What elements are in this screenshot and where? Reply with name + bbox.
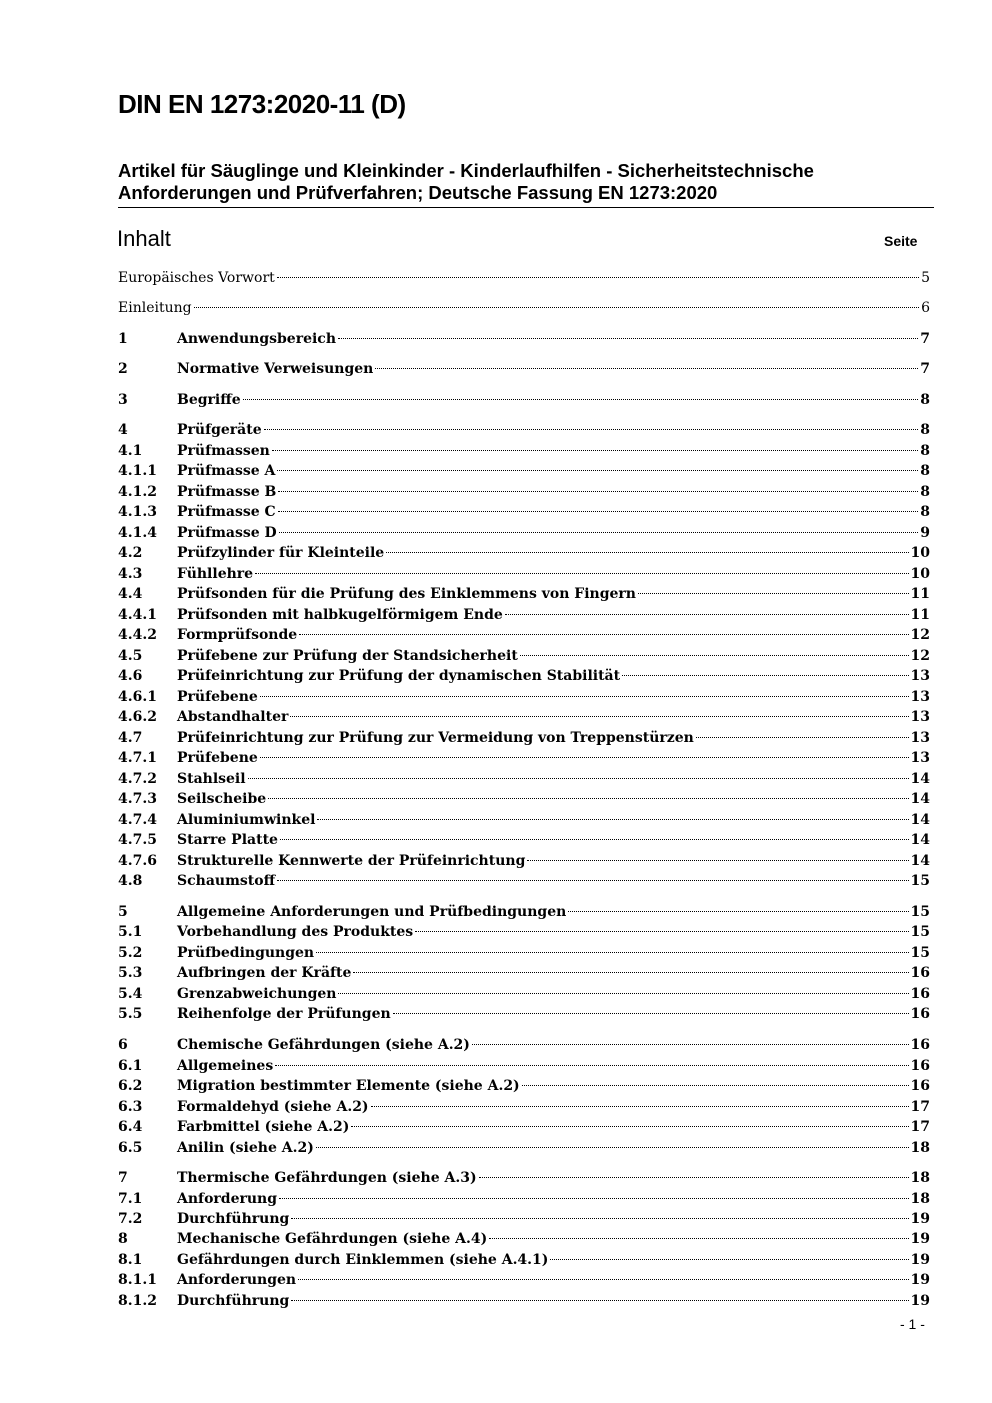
toc-entry[interactable] — [118, 1270, 930, 1290]
toc-entry-number: 6.3 — [118, 1099, 143, 1115]
toc-entry[interactable] — [118, 1035, 930, 1055]
toc-entry-page: 16 — [910, 1006, 930, 1022]
toc-entry-label: Prüfgeräte — [177, 422, 262, 438]
toc-entry-label: Prüfmasse C — [177, 504, 276, 520]
toc-dot-leader — [272, 450, 918, 451]
toc-entry-label: Formprüfsonde — [177, 627, 298, 643]
toc-entry-label: Chemische Gefährdungen (siehe A.2) — [177, 1037, 470, 1053]
toc-page-column-label: Seite — [884, 233, 918, 249]
toc-entry[interactable] — [118, 748, 930, 768]
toc-entry[interactable] — [118, 789, 930, 809]
toc-entry-page: 14 — [910, 812, 930, 828]
toc-entry-number: 4.7.5 — [118, 832, 157, 848]
toc-entry[interactable] — [118, 1229, 930, 1249]
toc-entry-label: Grenzabweichungen — [177, 986, 337, 1002]
toc-entry-label: Prüfmassen — [177, 443, 270, 459]
toc-dot-leader — [268, 798, 908, 799]
toc-entry-page: 6 — [921, 300, 930, 316]
document-title — [118, 160, 934, 208]
toc-entry[interactable] — [118, 502, 930, 522]
toc-entry-label: Fühllehre — [177, 566, 254, 582]
toc-entry-label: Einleitung — [118, 300, 192, 316]
toc-entry[interactable] — [118, 728, 930, 748]
toc-entry-number: 5.2 — [118, 945, 143, 961]
toc-entry-page: 12 — [910, 627, 930, 643]
toc-entry-number: 8.1.1 — [118, 1272, 157, 1288]
toc-entry-page: 14 — [910, 832, 930, 848]
toc-entry-number: 4.4.1 — [118, 607, 157, 623]
toc-entry[interactable] — [118, 707, 930, 727]
toc-entry-page: 8 — [920, 504, 930, 520]
toc-entry-label: Anforderung — [177, 1191, 277, 1207]
toc-dot-leader — [520, 655, 909, 656]
toc-dot-leader — [489, 1238, 908, 1239]
toc-entry-page: 14 — [910, 771, 930, 787]
document-id: DIN EN 1273:2020-11 (D) — [118, 89, 406, 119]
toc-dot-leader — [291, 1218, 908, 1219]
toc-entry-number: 4.4 — [118, 586, 143, 602]
toc-entry-number: 7 — [118, 1170, 128, 1186]
toc-entry-label: Durchführung — [177, 1211, 290, 1227]
toc-entry[interactable] — [118, 1056, 930, 1076]
toc-dot-leader — [255, 573, 908, 574]
toc-entry-number: 4.1.1 — [118, 463, 157, 479]
toc-entry-number: 2 — [118, 361, 128, 377]
toc-entry-label: Anforderungen — [177, 1272, 297, 1288]
toc-dot-leader — [290, 716, 908, 717]
toc-dot-leader — [338, 993, 908, 994]
toc-dot-leader — [351, 1126, 908, 1127]
toc-entry-page: 8 — [920, 422, 930, 438]
toc-entry-number: 7.2 — [118, 1211, 143, 1227]
toc-entry-number: 5.4 — [118, 986, 143, 1002]
document-title-line-2: Anforderungen und Prüfverfahren; Deutsche Fassung EN 1273:2020 — [118, 182, 718, 203]
toc-entry[interactable] — [118, 584, 930, 604]
toc-entry[interactable] — [118, 1076, 930, 1096]
toc-entry-number: 6.4 — [118, 1119, 143, 1135]
toc-dot-leader — [393, 1013, 909, 1014]
toc-entry-label: Normative Verweisungen — [177, 361, 374, 377]
toc-dot-leader — [317, 819, 908, 820]
toc-dot-leader — [479, 1177, 909, 1178]
toc-entry-page: 16 — [910, 1037, 930, 1053]
toc-entry-number: 7.1 — [118, 1191, 143, 1207]
toc-entry-number: 4.7 — [118, 730, 143, 746]
toc-entry[interactable] — [118, 666, 930, 686]
toc-entry-label: Seilscheibe — [177, 791, 267, 807]
toc-entry[interactable] — [118, 543, 930, 563]
toc-entry-page: 17 — [910, 1119, 930, 1135]
toc-entry-page: 14 — [910, 791, 930, 807]
toc-entry-page: 16 — [910, 1058, 930, 1074]
toc-entry[interactable] — [118, 390, 930, 410]
toc-entry-number: 4 — [118, 422, 128, 438]
toc-dot-leader — [386, 552, 908, 553]
toc-entry-number: 4.1.3 — [118, 504, 157, 520]
toc-entry-number: 4.7.2 — [118, 771, 157, 787]
toc-entry-label: Mechanische Gefährdungen (siehe A.4) — [177, 1231, 488, 1247]
toc-entry[interactable] — [118, 1138, 930, 1158]
toc-entry[interactable] — [118, 605, 930, 625]
toc-entry-number: 4.3 — [118, 566, 143, 582]
toc-entry-label: Prüfzylinder für Kleinteile — [177, 545, 385, 561]
toc-entry-page: 18 — [910, 1191, 930, 1207]
toc-entry-number: 6.5 — [118, 1140, 143, 1156]
toc-entry-page: 11 — [910, 607, 930, 623]
toc-entry-number: 5 — [118, 904, 128, 920]
toc-entry-label: Prüfeinrichtung zur Prüfung der dynamischen Stabilität — [177, 668, 621, 684]
toc-dot-leader — [275, 1065, 908, 1066]
toc-entry[interactable] — [118, 329, 930, 349]
toc-dot-leader — [277, 277, 919, 278]
toc-entry[interactable] — [118, 687, 930, 707]
toc-entry[interactable] — [118, 461, 930, 481]
toc-entry-number: 4.8 — [118, 873, 143, 889]
toc-entry-label: Prüfmasse D — [177, 525, 277, 541]
toc-entry-number: 6.1 — [118, 1058, 143, 1074]
toc-dot-leader — [194, 307, 920, 308]
toc-entry-page: 13 — [910, 689, 930, 705]
toc-entry[interactable] — [118, 984, 930, 1004]
toc-entry-number: 4.1 — [118, 443, 143, 459]
toc-dot-leader — [353, 972, 908, 973]
toc-entry-page: 19 — [910, 1231, 930, 1247]
toc-dot-leader — [243, 399, 919, 400]
toc-entry-page: 16 — [910, 986, 930, 1002]
toc-dot-leader — [260, 696, 909, 697]
toc-entry[interactable] — [118, 769, 930, 789]
toc-entry[interactable] — [118, 1189, 930, 1209]
toc-entry[interactable] — [118, 902, 930, 922]
toc-entry-label: Prüfsonden für die Prüfung des Einklemmens von Fingern — [177, 586, 636, 602]
toc-entry[interactable] — [118, 1209, 930, 1229]
toc-entry[interactable] — [118, 441, 930, 461]
toc-entry-page: 19 — [910, 1293, 930, 1309]
toc-entry-number: 4.6.2 — [118, 709, 157, 725]
toc-entry-number: 4.7.4 — [118, 812, 157, 828]
toc-dot-leader — [568, 911, 908, 912]
toc-entry-page: 9 — [920, 525, 930, 541]
toc-dot-leader — [696, 737, 909, 738]
document-title-line-1: Artikel für Säuglinge und Kleinkinder - Kinderlaufhilfen - Sicherheitstechnische — [118, 160, 814, 181]
toc-entry-page: 8 — [920, 484, 930, 500]
toc-entry-label: Prüfebene — [177, 689, 258, 705]
toc-entry-label: Strukturelle Kennwerte der Prüfeinrichtung — [177, 853, 526, 869]
toc-entry[interactable] — [118, 625, 930, 645]
toc-entry-number: 4.7.6 — [118, 853, 157, 869]
toc-entry[interactable] — [118, 298, 930, 318]
toc-entry-label: Schaumstoff — [177, 873, 276, 889]
toc-entry-label: Begriffe — [177, 392, 241, 408]
toc-entry-label: Starre Platte — [177, 832, 278, 848]
toc-entry-page: 16 — [910, 1078, 930, 1094]
toc-entry[interactable] — [118, 359, 930, 379]
toc-entry-number: 4.4.2 — [118, 627, 157, 643]
toc-entry-page: 10 — [910, 566, 930, 582]
toc-entry-number: 4.5 — [118, 648, 143, 664]
toc-entry-page: 13 — [910, 750, 930, 766]
toc-dot-leader — [316, 1147, 909, 1148]
toc-entry-label: Vorbehandlung des Produktes — [177, 924, 414, 940]
toc-dot-leader — [472, 1044, 909, 1045]
toc-entry-page: 7 — [920, 361, 930, 377]
toc-dot-leader — [527, 860, 908, 861]
toc-entry-page: 18 — [910, 1140, 930, 1156]
toc-dot-leader — [248, 778, 909, 779]
toc-entry[interactable] — [118, 922, 930, 942]
toc-entry[interactable] — [118, 1250, 930, 1270]
toc-entry-page: 17 — [910, 1099, 930, 1115]
toc-dot-leader — [505, 614, 909, 615]
toc-entry-page: 15 — [910, 945, 930, 961]
toc-dot-leader — [280, 839, 909, 840]
toc-entry-number: 1 — [118, 331, 128, 347]
toc-dot-leader — [338, 338, 918, 339]
toc-dot-leader — [277, 880, 908, 881]
toc-dot-leader — [522, 1085, 909, 1086]
toc-dot-leader — [375, 368, 918, 369]
toc-entry-label: Thermische Gefährdungen (siehe A.3) — [177, 1170, 477, 1186]
toc-entry-number: 4.1.4 — [118, 525, 157, 541]
toc-entry-number: 6 — [118, 1037, 128, 1053]
toc-entry[interactable] — [118, 871, 930, 891]
toc-entry-label: Allgemeine Anforderungen und Prüfbedingungen — [177, 904, 567, 920]
toc-entry-page: 13 — [910, 668, 930, 684]
toc-entry[interactable] — [118, 420, 930, 440]
toc-entry-label: Gefährdungen durch Einklemmen (siehe A.4.1) — [177, 1252, 549, 1268]
toc-dot-leader — [260, 757, 909, 758]
toc-entry-number: 4.6 — [118, 668, 143, 684]
toc-entry-label: Prüfebene — [177, 750, 258, 766]
toc-entry[interactable] — [118, 851, 930, 871]
toc-entry[interactable] — [118, 564, 930, 584]
toc-entry-page: 18 — [910, 1170, 930, 1186]
toc-entry-number: 5.3 — [118, 965, 143, 981]
toc-dot-leader — [277, 470, 918, 471]
toc-entry-label: Reihenfolge der Prüfungen — [177, 1006, 391, 1022]
toc-entry-label: Farbmittel (siehe A.2) — [177, 1119, 350, 1135]
toc-entry-page: 5 — [921, 270, 930, 286]
toc-entry-page: 15 — [910, 924, 930, 940]
toc-entry-page: 13 — [910, 730, 930, 746]
toc-entry-label: Prüfmasse B — [177, 484, 277, 500]
page-number: - 1 - — [900, 1316, 925, 1332]
toc-entry[interactable] — [118, 1004, 930, 1024]
toc-entry-label: Migration bestimmter Elemente (siehe A.2) — [177, 1078, 520, 1094]
toc-entry-page: 12 — [910, 648, 930, 664]
toc-dot-leader — [622, 675, 908, 676]
toc-entry-page: 15 — [910, 873, 930, 889]
toc-entry-page: 7 — [920, 331, 930, 347]
toc-entry-number: 8 — [118, 1231, 128, 1247]
toc-entry[interactable] — [118, 482, 930, 502]
toc-entry-page: 16 — [910, 965, 930, 981]
toc-entry[interactable] — [118, 810, 930, 830]
toc-entry[interactable] — [118, 1097, 930, 1117]
toc-entry[interactable] — [118, 1117, 930, 1137]
toc-entry-page: 8 — [920, 443, 930, 459]
toc-dot-leader — [298, 1279, 908, 1280]
toc-entry-number: 6.2 — [118, 1078, 143, 1094]
toc-entry-page: 8 — [920, 463, 930, 479]
toc-entry-number: 8.1.2 — [118, 1293, 157, 1309]
toc-entry-page: 10 — [910, 545, 930, 561]
toc-entry-page: 19 — [910, 1252, 930, 1268]
toc-dot-leader — [279, 532, 919, 533]
toc-entry-number: 5.5 — [118, 1006, 143, 1022]
toc-dot-leader — [316, 952, 908, 953]
toc-entry-page: 11 — [910, 586, 930, 602]
toc-entry[interactable] — [118, 963, 930, 983]
toc-entry-label: Stahlseil — [177, 771, 246, 787]
toc-entry-label: Europäisches Vorwort — [118, 270, 275, 286]
toc-dot-leader — [415, 931, 908, 932]
toc-entry-label: Aufbringen der Kräfte — [177, 965, 352, 981]
toc-entry[interactable] — [118, 830, 930, 850]
toc-dot-leader — [278, 511, 919, 512]
toc-entry-label: Prüfeinrichtung zur Prüfung zur Vermeidung von Treppenstürzen — [177, 730, 694, 746]
toc-entry[interactable] — [118, 1168, 930, 1188]
toc-dot-leader — [371, 1106, 909, 1107]
toc-dot-leader — [299, 634, 908, 635]
toc-entry-label: Anwendungsbereich — [177, 331, 336, 347]
toc-entry[interactable] — [118, 646, 930, 666]
toc-dot-leader — [279, 1198, 909, 1199]
toc-dot-leader — [638, 593, 909, 594]
toc-entry-label: Prüfmasse A — [177, 463, 276, 479]
toc-entry-number: 3 — [118, 392, 128, 408]
toc-entry[interactable] — [118, 943, 930, 963]
toc-heading: Inhalt — [117, 226, 171, 251]
toc-entry-page: 8 — [920, 392, 930, 408]
toc-entry-label: Prüfsonden mit halbkugelförmigem Ende — [177, 607, 503, 623]
toc-dot-leader — [264, 429, 919, 430]
toc-entry-number: 8.1 — [118, 1252, 143, 1268]
toc-entry-number: 4.6.1 — [118, 689, 157, 705]
toc-entry-number: 5.1 — [118, 924, 143, 940]
toc-entry-label: Anilin (siehe A.2) — [177, 1140, 314, 1156]
toc-entry-page: 13 — [910, 709, 930, 725]
toc-entry-page: 19 — [910, 1211, 930, 1227]
toc-entry-label: Prüfbedingungen — [177, 945, 315, 961]
toc-entry-page: 15 — [910, 904, 930, 920]
toc-dot-leader — [550, 1259, 908, 1260]
toc-dot-leader — [291, 1300, 908, 1301]
toc-entry-number: 4.1.2 — [118, 484, 157, 500]
toc-entry-label: Allgemeines — [177, 1058, 274, 1074]
toc-entry-label: Abstandhalter — [177, 709, 289, 725]
toc-entry-page: 14 — [910, 853, 930, 869]
toc-entry-number: 4.2 — [118, 545, 143, 561]
toc-entry-label: Durchführung — [177, 1293, 290, 1309]
toc-entry[interactable] — [118, 268, 930, 288]
toc-dot-leader — [278, 491, 918, 492]
toc-entry[interactable] — [118, 1291, 930, 1311]
toc-entry-number: 4.7.3 — [118, 791, 157, 807]
toc-entry-label: Prüfebene zur Prüfung der Standsicherheit — [177, 648, 518, 664]
toc-entry-label: Aluminiumwinkel — [177, 812, 316, 828]
toc-entry-page: 19 — [910, 1272, 930, 1288]
toc-entry-label: Formaldehyd (siehe A.2) — [177, 1099, 369, 1115]
toc-entry[interactable] — [118, 523, 930, 543]
toc-entry-number: 4.7.1 — [118, 750, 157, 766]
